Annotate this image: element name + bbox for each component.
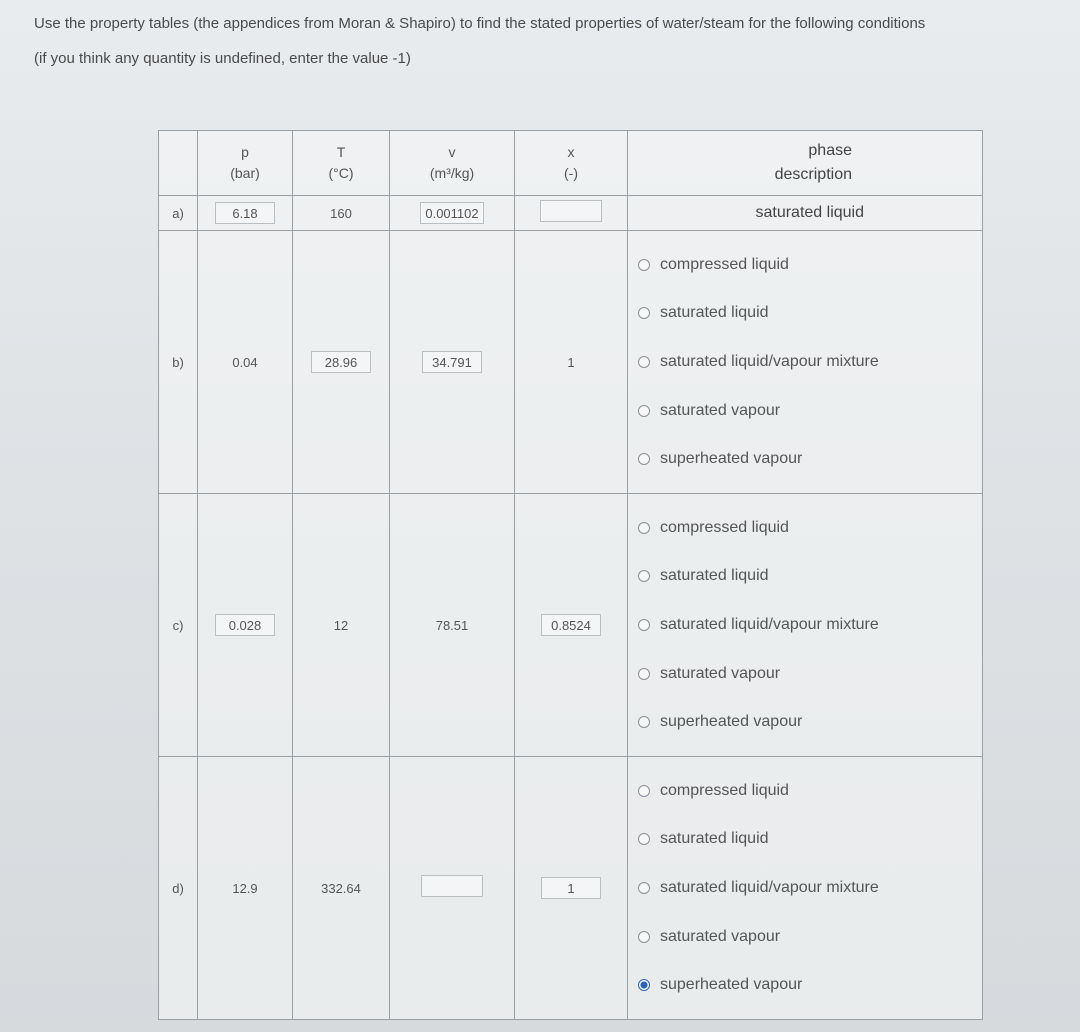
cell-a-t: 160 (293, 196, 390, 231)
option-label: saturated liquid/vapour mixture (660, 879, 879, 896)
cell-c-v: 78.51 (390, 494, 515, 757)
radio-button-selected-icon[interactable] (638, 979, 650, 991)
header-phase-line-2: description (774, 166, 852, 183)
option-label: saturated liquid (660, 830, 769, 848)
cell-d-v (390, 757, 515, 1020)
instructions-line-2: (if you think any quantity is undefined, enter the value -1) (34, 50, 411, 67)
radio-option-d-saturated-vapour[interactable] (638, 912, 982, 961)
table-row-d (159, 757, 983, 1020)
table-row-a (159, 196, 983, 231)
property-table (158, 130, 983, 1020)
input-a-v[interactable]: 0.001102 (420, 202, 483, 224)
cell-d-t: 332.64 (293, 757, 390, 1020)
radio-option-d-mixture[interactable] (638, 864, 982, 913)
cell-a-p (198, 196, 293, 231)
option-label: saturated vapour (660, 664, 781, 682)
radio-option-d-saturated-liquid[interactable] (638, 815, 982, 864)
header-x (515, 131, 628, 196)
header-v-symbol: v (448, 144, 456, 160)
radio-option-c-mixture[interactable] (638, 601, 982, 650)
radio-option-b-mixture[interactable] (638, 338, 982, 387)
radio-option-c-saturated-liquid[interactable] (638, 552, 982, 601)
option-label: saturated vapour (660, 401, 781, 419)
header-t (293, 131, 390, 196)
row-label-b: b) (159, 231, 198, 494)
radio-button-icon[interactable] (638, 307, 650, 319)
input-a-x[interactable] (540, 200, 602, 222)
input-d-v[interactable] (421, 875, 483, 897)
phase-options-b (628, 241, 982, 484)
table-row-c (159, 494, 983, 757)
radio-option-d-superheated-vapour[interactable] (638, 961, 982, 1010)
table-row-b (159, 231, 983, 494)
radio-option-c-saturated-vapour[interactable] (638, 649, 982, 698)
cell-a-x (515, 196, 628, 231)
header-t-symbol: T (336, 144, 346, 160)
option-label: saturated liquid/vapour mixture (660, 616, 879, 633)
radio-option-d-compressed-liquid[interactable] (638, 767, 982, 816)
radio-button-icon[interactable] (638, 522, 650, 534)
row-label-c: c) (159, 494, 198, 757)
header-v (390, 131, 515, 196)
option-label: compressed liquid (660, 781, 789, 799)
radio-option-b-saturated-liquid[interactable] (638, 289, 982, 338)
phase-options-d (628, 767, 982, 1010)
cell-b-x: 1 (515, 231, 628, 494)
radio-option-b-compressed-liquid[interactable] (638, 241, 982, 290)
instructions-line-1: Use the property tables (the appendices from Moran & Shapiro) to find the stated properties of water/steam for the following conditions (34, 15, 926, 32)
cell-c-t: 12 (293, 494, 390, 757)
radio-button-icon[interactable] (638, 882, 650, 894)
cell-d-p: 12.9 (198, 757, 293, 1020)
option-label: saturated vapour (660, 927, 781, 945)
row-label-a: a) (159, 196, 198, 231)
option-label: superheated vapour (660, 713, 803, 731)
input-d-x[interactable]: 1 (541, 877, 601, 899)
radio-button-icon[interactable] (638, 668, 650, 680)
option-label: superheated vapour (660, 450, 803, 468)
row-label-d: d) (159, 757, 198, 1020)
cell-d-x (515, 757, 628, 1020)
cell-b-t (293, 231, 390, 494)
header-phase-line-1: phase (808, 142, 852, 159)
radio-option-b-saturated-vapour[interactable] (638, 386, 982, 435)
header-row (159, 131, 983, 196)
header-row-label (159, 131, 198, 196)
header-p (198, 131, 293, 196)
option-label: saturated liquid/vapour mixture (660, 353, 879, 370)
header-phase (628, 131, 983, 196)
input-c-x[interactable]: 0.8524 (541, 614, 601, 636)
radio-option-c-compressed-liquid[interactable] (638, 504, 982, 553)
option-label: saturated liquid (660, 567, 769, 585)
radio-button-icon[interactable] (638, 453, 650, 465)
option-label: superheated vapour (660, 976, 803, 994)
cell-b-v (390, 231, 515, 494)
header-x-unit: (-) (564, 165, 578, 181)
radio-button-icon[interactable] (638, 833, 650, 845)
option-label: saturated liquid (660, 304, 769, 322)
radio-button-icon[interactable] (638, 405, 650, 417)
instructions (34, 16, 1044, 86)
cell-c-p (198, 494, 293, 757)
cell-c-x (515, 494, 628, 757)
cell-a-v (390, 196, 515, 231)
cell-d-phase (628, 757, 983, 1020)
cell-c-phase (628, 494, 983, 757)
phase-options-c (628, 504, 982, 747)
cell-a-phase: saturated liquid (628, 196, 983, 231)
header-p-symbol: p (241, 144, 249, 160)
input-a-p[interactable]: 6.18 (215, 202, 275, 224)
cell-b-p: 0.04 (198, 231, 293, 494)
radio-button-icon[interactable] (638, 931, 650, 943)
cell-b-phase (628, 231, 983, 494)
radio-option-b-superheated-vapour[interactable] (638, 435, 982, 484)
option-label: compressed liquid (660, 518, 789, 536)
radio-button-icon[interactable] (638, 619, 650, 631)
header-v-unit: (m³/kg) (429, 165, 475, 181)
radio-button-icon[interactable] (638, 570, 650, 582)
header-x-symbol: x (567, 144, 575, 160)
input-c-p[interactable]: 0.028 (215, 614, 275, 636)
header-t-unit: (°C) (328, 165, 354, 181)
radio-button-icon[interactable] (638, 259, 650, 271)
input-b-v[interactable]: 34.791 (422, 351, 482, 373)
radio-button-icon[interactable] (638, 356, 650, 368)
input-b-t[interactable]: 28.96 (311, 351, 371, 373)
header-p-unit: (bar) (230, 165, 260, 181)
radio-option-c-superheated-vapour[interactable] (638, 698, 982, 747)
radio-button-icon[interactable] (638, 785, 650, 797)
option-label: compressed liquid (660, 255, 789, 273)
radio-button-icon[interactable] (638, 716, 650, 728)
